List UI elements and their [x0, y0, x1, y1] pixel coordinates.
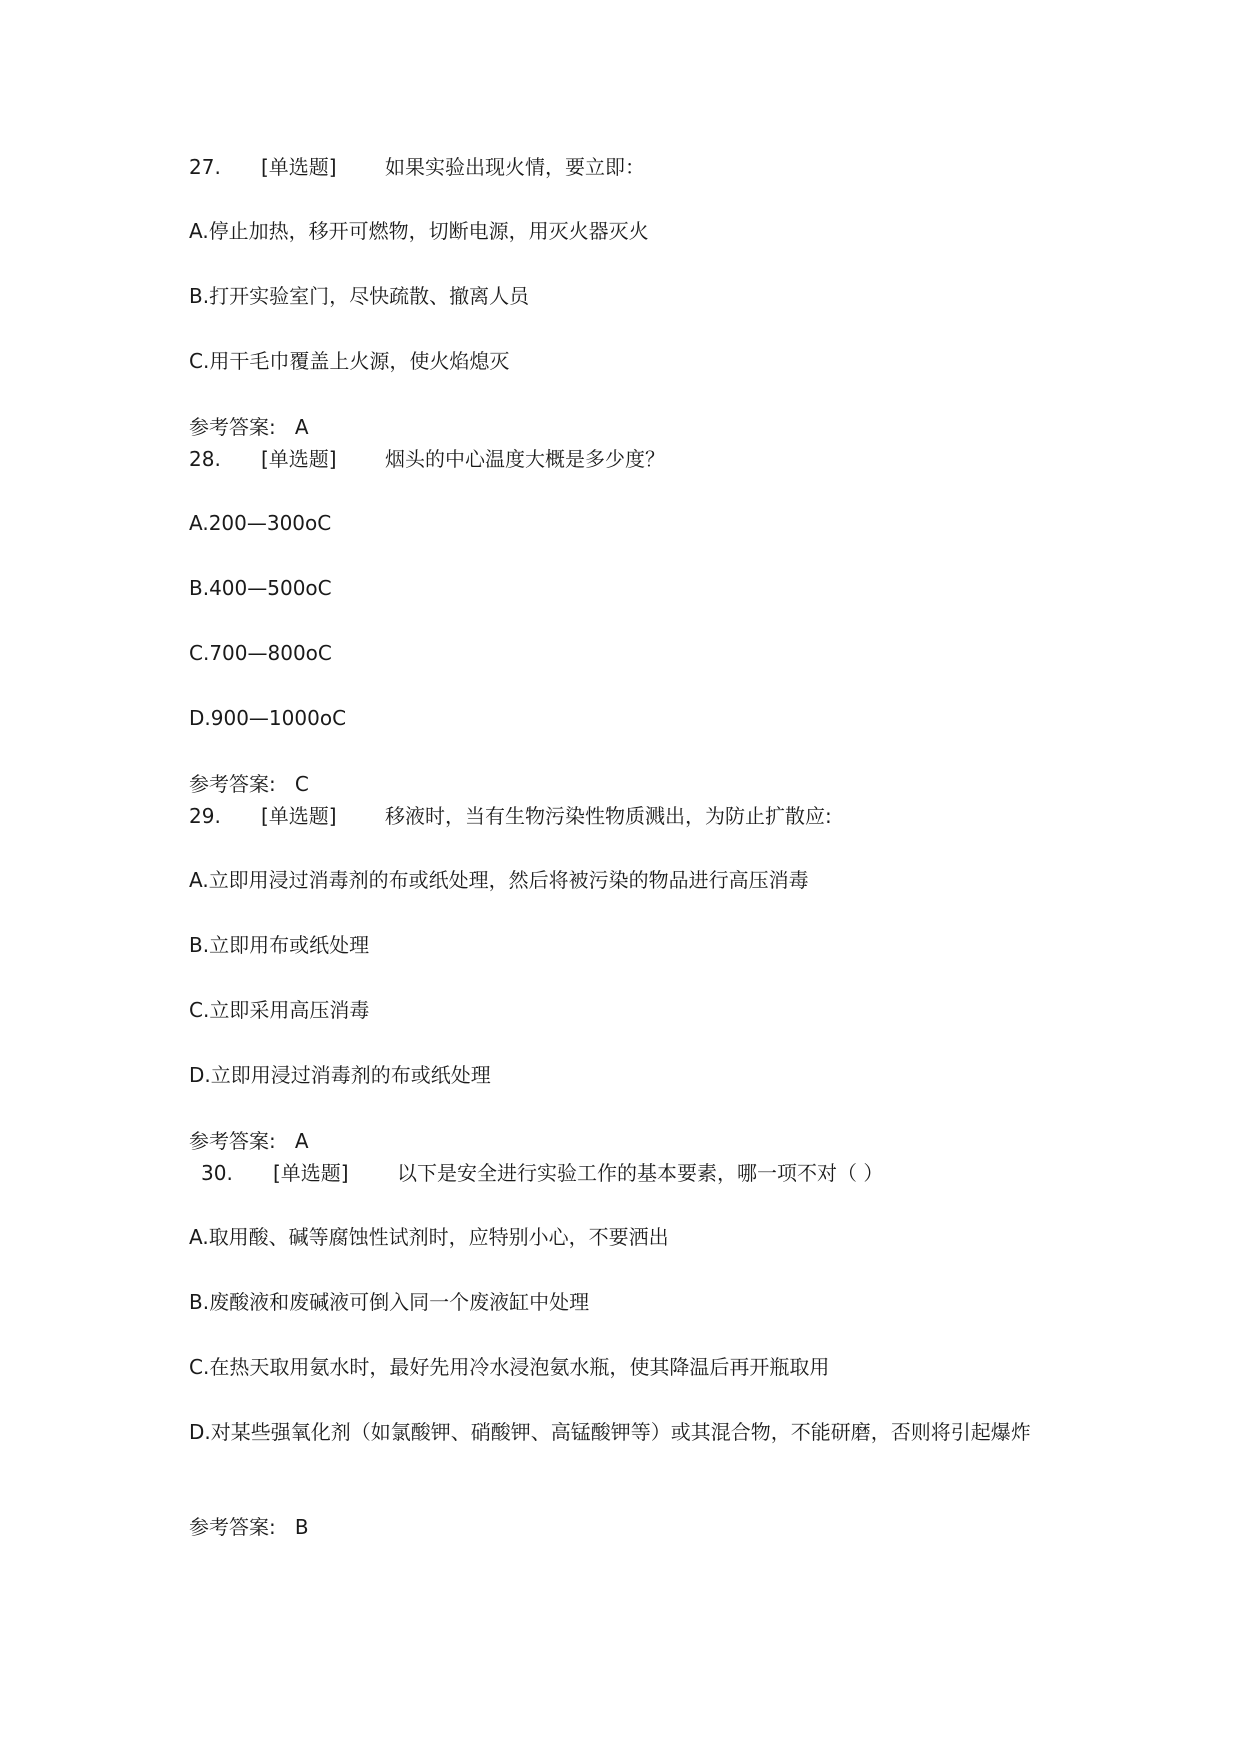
answer-28 — [189, 771, 309, 797]
answer-30 — [189, 1514, 309, 1540]
question-27-header — [189, 154, 645, 180]
question-text: 移液时，当有生物污染性物质溅出，为防止扩散应: — [385, 804, 832, 828]
question-28-header — [189, 446, 665, 472]
answer-value: A — [294, 1129, 309, 1153]
option-b: B.废酸液和废碱液可倒入同一个废液缸中处理 — [189, 1290, 590, 1314]
option-b: B.400—500oC — [189, 576, 332, 600]
option-c: C.用干毛巾覆盖上火源，使火焰熄灭 — [189, 349, 510, 373]
answer-value: A — [294, 415, 309, 439]
question-type: [单选题] — [261, 155, 337, 179]
question-text: 烟头的中心温度大概是多少度？ — [385, 447, 665, 471]
option-b: B.打开实验室门，尽快疏散、撤离人员 — [189, 284, 530, 308]
question-30-header — [201, 1160, 883, 1186]
option-a: A.取用酸、碱等腐蚀性试剂时，应特别小心，不要洒出 — [189, 1225, 669, 1249]
option-a: A.立即用浸过消毒剂的布或纸处理，然后将被污染的物品进行高压消毒 — [189, 868, 809, 892]
question-type: [单选题] — [273, 1161, 349, 1185]
question-type: [单选题] — [261, 804, 337, 828]
answer-label: 参考答案: — [189, 1129, 276, 1153]
question-text: 以下是安全进行实验工作的基本要素，哪一项不对（ ） — [397, 1161, 884, 1185]
option-d: D.对某些强氧化剂（如氯酸钾、硝酸钾、高锰酸钾等）或其混合物，不能研磨，否则将引起爆炸 — [189, 1420, 1031, 1444]
option-c: C.在热天取用氨水时，最好先用冷水浸泡氨水瓶，使其降温后再开瓶取用 — [189, 1355, 830, 1379]
question-29-header — [189, 803, 832, 829]
answer-label: 参考答案: — [189, 415, 276, 439]
question-number: 27. — [189, 155, 221, 179]
answer-value: C — [294, 772, 309, 796]
question-number: 30. — [201, 1161, 233, 1185]
option-a: A.200—300oC — [189, 511, 332, 535]
answer-27 — [189, 414, 309, 440]
question-number: 29. — [189, 804, 221, 828]
option-c: C.立即采用高压消毒 — [189, 998, 370, 1022]
answer-value: B — [294, 1515, 309, 1539]
answer-29 — [189, 1128, 309, 1154]
option-a: A.停止加热，移开可燃物，切断电源，用灭火器灭火 — [189, 219, 649, 243]
question-text: 如果实验出现火情，要立即： — [385, 155, 645, 179]
question-type: [单选题] — [261, 447, 337, 471]
option-b: B.立即用布或纸处理 — [189, 933, 370, 957]
answer-label: 参考答案: — [189, 772, 276, 796]
option-c: C.700—800oC — [189, 641, 332, 665]
option-d: D.900—1000oC — [189, 706, 347, 730]
option-d: D.立即用浸过消毒剂的布或纸处理 — [189, 1063, 491, 1087]
question-number: 28. — [189, 447, 221, 471]
answer-label: 参考答案: — [189, 1515, 276, 1539]
